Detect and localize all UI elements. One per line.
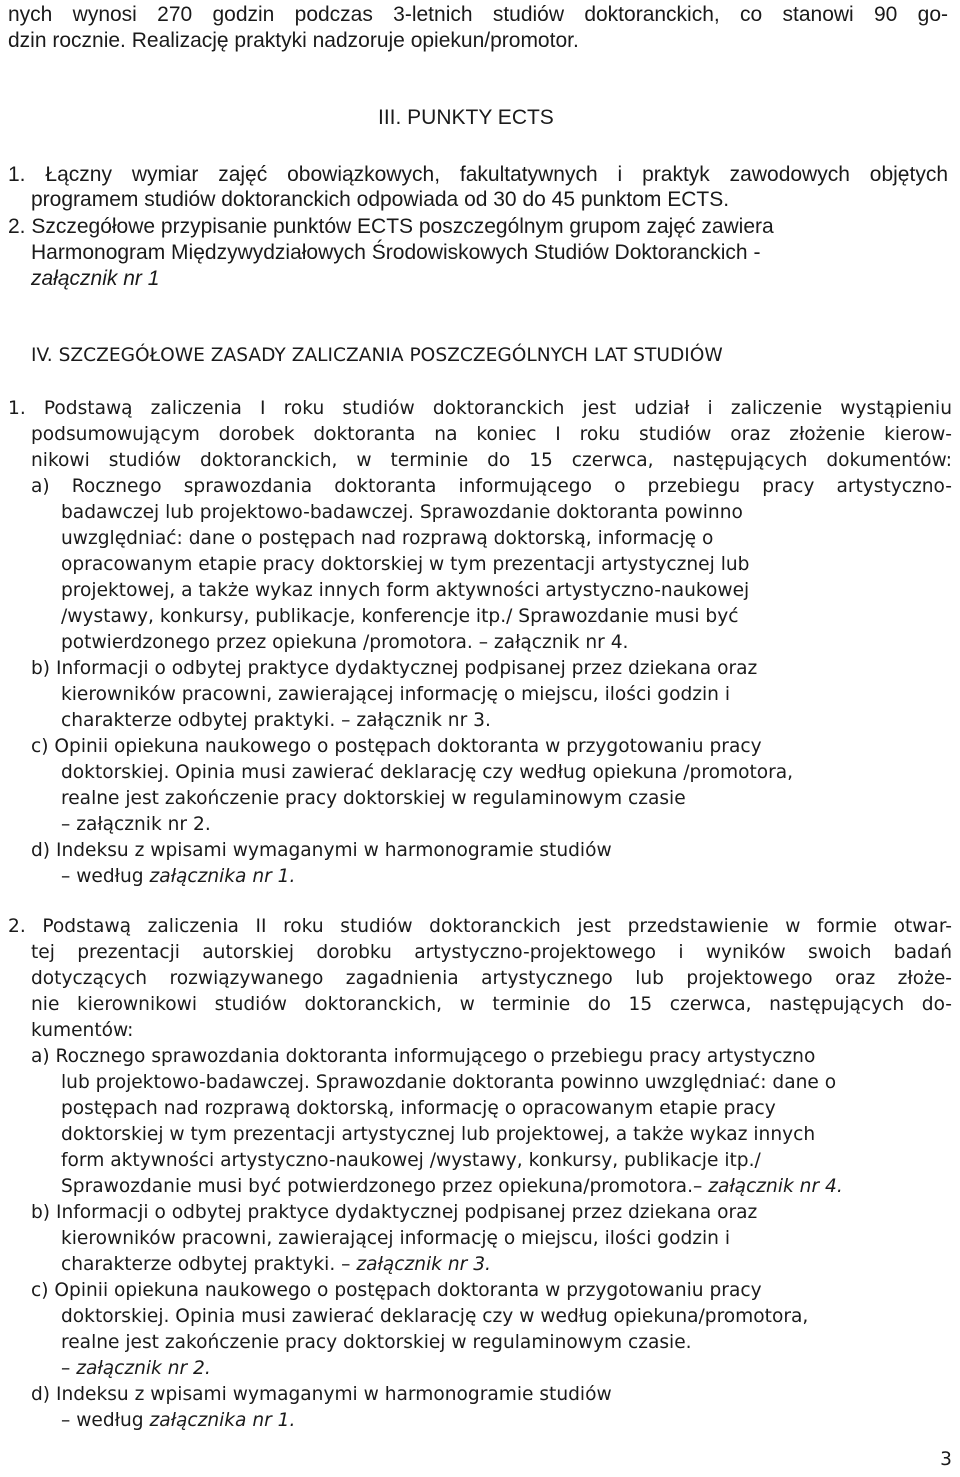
year1-item-a-cont: opracowanym etapie pracy doktorskiej w tym prezentacji artystycznej lub [61, 554, 750, 575]
ects-item-2-cont [31, 266, 159, 292]
year2-line: kumentów: [31, 1020, 134, 1041]
year1-line: podsumowującym dorobek doktoranta na koniec I roku studiów oraz złożenie kierow- [31, 424, 952, 445]
annex-reference: załącznika nr 1. [149, 1410, 296, 1431]
year1-item-c-cont: – załącznik nr 2. [61, 814, 211, 835]
dash-text: – według [61, 1410, 150, 1431]
year1-item-c: c) Opinii opiekuna naukowego o postępach doktoranta w przygotowaniu pracy [31, 736, 762, 757]
year2-item-a-cont [61, 1174, 843, 1200]
year2-item-b-cont [61, 1252, 491, 1278]
year2-item-a-cont: lub projektowo-badawczej. Sprawozdanie doktoranta powinno uwzględniać: dane o [61, 1072, 837, 1093]
year1-item-a-cont: badawczej lub projektowo-badawczej. Sprawozdanie doktoranta powinno [61, 502, 743, 523]
year1-item-c-cont: realne jest zakończenie pracy doktorskiej w regulaminowym czasie [61, 788, 686, 809]
year2-item-b: b) Informacji o odbytej praktyce dydaktycznej podpisanej przez dziekana oraz [31, 1202, 758, 1223]
year2-item-d: d) Indeksu z wpisami wymaganymi w harmonogramie studiów [31, 1384, 612, 1405]
year2-item-d-cont [61, 1408, 295, 1434]
year1-item-a-cont: projektowej, a także wykaz innych form aktywności artystyczno-naukowej [61, 580, 750, 601]
dash-text: – [61, 1358, 77, 1379]
year1-item-b-cont: charakterze odbytej praktyki. – załącznik nr 3. [61, 710, 491, 731]
year1-item-a-cont: /wystawy, konkursy, publikacje, konferencje itp./ Sprawozdanie musi być [61, 606, 739, 627]
section-heading-ects: III. PUNKTY ECTS [378, 106, 554, 129]
year2-item-a-cont: doktorskiej w tym prezentacji artystycznej lub projektowej, a także wykaz innych [61, 1124, 816, 1145]
annex-reference: załącznik nr 2. [76, 1358, 211, 1379]
ects-item-2: 2. Szczegółowe przypisanie punktów ECTS poszczególnym grupom zajęć zawiera [8, 215, 774, 238]
year1-item-a-cont: potwierdzonego przez opiekuna /promotora. – załącznik nr 4. [61, 632, 629, 653]
annex-reference: załącznik nr 4. [708, 1176, 843, 1197]
annex-reference: załącznik nr 3. [356, 1254, 491, 1275]
year2-item-c-cont: realne jest zakończenie pracy doktorskiej w regulaminowym czasie. [61, 1332, 692, 1353]
year1-item-b: b) Informacji o odbytej praktyce dydaktycznej podpisanej przez dziekana oraz [31, 658, 758, 679]
section-heading-rules: IV. SZCZEGÓŁOWE ZASADY ZALICZANIA POSZCZEGÓLNYCH LAT STUDIÓW [31, 345, 723, 366]
year2-item-c: c) Opinii opiekuna naukowego o postępach doktoranta w przygotowaniu pracy [31, 1280, 762, 1301]
year2-line: nie kierownikowi studiów doktoranckich, w terminie do 15 czerwca, następujących do- [31, 994, 952, 1015]
year1-line: 1. Podstawą zaliczenia I roku studiów doktoranckich jest udział i zaliczenie wystąpieniu [8, 398, 952, 419]
intro-line: nych wynosi 270 godzin podczas 3-letnich studiów doktoranckich, co stanowi 90 go- [8, 3, 948, 26]
year2-item-a-cont: form aktywności artystyczno-naukowej /wystawy, konkursy, publikacje itp./ [61, 1150, 761, 1171]
year1-item-a-cont: uwzględniać: dane o postępach nad rozprawą doktorską, informację o [61, 528, 714, 549]
year2-item-c-cont [61, 1356, 211, 1382]
year1-item-a: a) Rocznego sprawozdania doktoranta informującego o przebiegu pracy artystyczno- [31, 476, 952, 497]
annex-reference: załącznika nr 1. [149, 866, 296, 887]
year1-item-d: d) Indeksu z wpisami wymaganymi w harmonogramie studiów [31, 840, 612, 861]
year2-line: 2. Podstawą zaliczenia II roku studiów doktoranckich jest przedstawienie w formie otwar- [8, 916, 952, 937]
year1-item-d-cont [61, 864, 295, 890]
annex-reference: załącznik nr 1 [31, 267, 160, 290]
year1-line: nikowi studiów doktoranckich, w terminie do 15 czerwca, następujących dokumentów: [31, 450, 952, 471]
year2-item-a: a) Rocznego sprawozdania doktoranta informującego o przebiegu pracy artystyczno [31, 1046, 816, 1067]
ects-item-1-cont: programem studiów doktoranckich odpowiada od 30 do 45 punktom ECTS. [31, 188, 730, 211]
text-segment: charakterze odbytej praktyki. – [61, 1254, 357, 1275]
year2-item-c-cont: doktorskiej. Opinia musi zawierać deklarację czy w według opiekuna/promotora, [61, 1306, 809, 1327]
year1-item-c-cont: doktorskiej. Opinia musi zawierać deklarację czy według opiekuna /promotora, [61, 762, 794, 783]
ects-item-1: 1. Łączny wymiar zajęć obowiązkowych, fakultatywnych i praktyk zawodowych objętych [8, 163, 948, 186]
intro-line: dzin rocznie. Realizację praktyki nadzoruje opiekun/promotor. [8, 29, 579, 52]
year2-line: tej prezentacji autorskiej dorobku artystyczno-projektowego i wyników swoich badań [31, 942, 952, 963]
year1-item-b-cont: kierowników pracowni, zawierającej informację o miejscu, ilości godzin i [61, 684, 731, 705]
year2-item-b-cont: kierowników pracowni, zawierającej informację o miejscu, ilości godzin i [61, 1228, 731, 1249]
year2-item-a-cont: postępach nad rozprawą doktorską, informację o opracowanym etapie pracy [61, 1098, 776, 1119]
text-segment: Sprawozdanie musi być potwierdzonego przez opiekuna/promotora.– [61, 1176, 709, 1197]
dash-text: – według [61, 866, 150, 887]
ects-item-2-cont: Harmonogram Międzywydziałowych Środowiskowych Studiów Doktoranckich - [31, 241, 761, 264]
year2-line: dotyczących rozwiązywanego zagadnienia artystycznego lub projektowego oraz złoże- [31, 968, 952, 989]
page-number: 3 [940, 1449, 952, 1470]
